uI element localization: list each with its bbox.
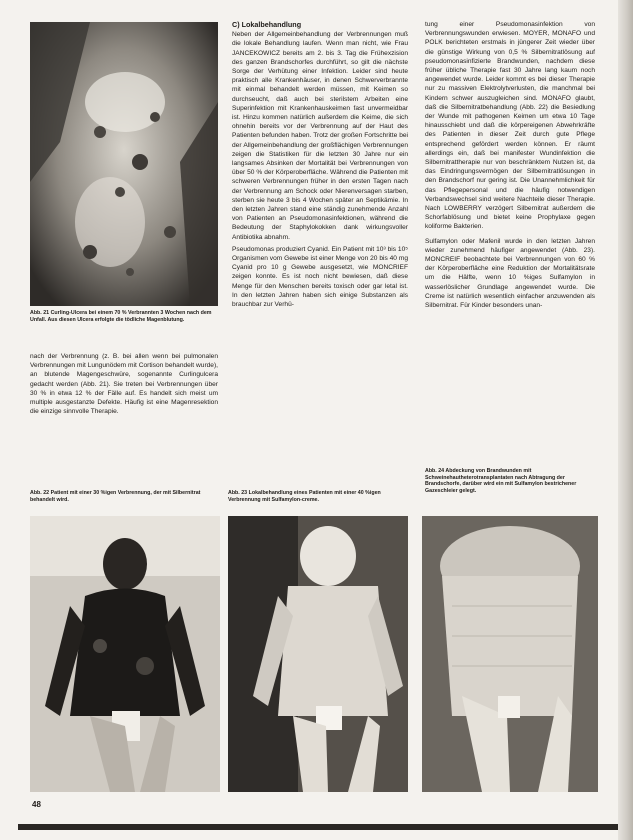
photo-pigskin-graft <box>422 516 598 792</box>
bottom-rule <box>18 824 618 830</box>
middle-column <box>232 20 408 309</box>
middle-paragraph-1: Neben der Allgemeinbehandlung der Verbrennungen muß die lokale Behandlung laufen. Wenn man nicht, wie Frau JANCEKOWICZ bereits am 2. bis 3. Tag die Frühexzision des ganzen Brandschorfes durchführt, so gilt die nächste Sorge der Verhütung einer Infektion. Leider sind heute praktisch alle Krankenhäuser, in denen Schwerverbrannte mit einmal behandelt werden müssen, mit Keimen so durchseucht, daß auch bei sterilstem Arbeiten eine Superinfektion mit Krankenhauskeimen fast unvermeidbar ist. Hinzu kommen natürlich außerdem die Keime, die sich ohnehin bereits vor der Verbrennung auf der Haut des Patienten befunden haben. Trotz der großen Fortschritte bei der Allgemeinbehandlung der großflächigen Verbrennungen zeigen die Statistiken für die letzten 30 Jahre nur ein langsames Absinken der Mortalität bei Verbrennungen von über 50 % der Körperoberfläche. Während die Patienten mit schweren Verbrennungen früher in den ersten Tagen nach der Verbrennung am Schock oder Nierenversagen starben, sterben sie heute 3 bis 4 Wochen später an Septikämie. In den letzten Jahren stand eine ständig zunehmende Anzahl von Patienten an Pseudomonasinfektionen, während die Bedeutung der Staphylokokken dank wirkungsvoller Antibiotika abnahm. <box>232 31 408 241</box>
photo-curling-ulcera <box>30 22 218 306</box>
left-column-paragraph: nach der Verbrennung (z. B. bei allen wenn bei pulmonalen Verbrennungen mit Lungunödem mit Cortison behandelt wurde), an blutende Magengeschwüre, sogenannte Curlingulcera gedacht werden (Abb. 21). Sie treten bei Verbrennungen über 30 % in etwa 12 % der Fälle auf. Es handelt sich meist um multiple ausgestanzte Defekte. Häufig ist eine Magenresektion die einzige sinnvolle Therapie. <box>30 353 218 416</box>
right-column <box>425 20 595 310</box>
caption-abb21: Abb. 21 Curling-Ulcera bei einem 70 % Verbrannten 3 Wochen nach dem Unfall. Aus diesen Ulcera erfolgte die tödliche Magenblutung. <box>30 310 212 323</box>
right-paragraph-2: Sulfamylon oder Mafenil wurde in den letzten Jahren wieder zunehmend häufiger angewendet (Abb. 23). MONCREIF beobachtete bei Verbrennungen von 60 % der Körperoberfläche eine Reduktion der Mortalitätsrate um die Hälfte, wenn 10 %iges Sulfamylon in wasserlöslicher Grundlage angewendet wurde. Die Creme ist natürlich wesentlich einfacher anzuwenden als Silbernitrat. Für Kinder besonders unan- <box>425 237 595 310</box>
caption-abb23: Abb. 23 Lokalbehandlung eines Patienten mit einer 40 %igen Verbrennung mit Sulfamylon-creme. <box>228 490 381 503</box>
caption-abb24: Abb. 24 Abdeckung von Brandwunden mit Schweinehautheterotransplantaten nach Abtragung der Brandschorfe, darüber wird ein mit Sulfamylon bestrichener Gazeschleier gelegt. <box>425 468 577 494</box>
photo-silver-nitrate-patient <box>30 516 220 792</box>
section-heading: C) Lokalbehandlung <box>232 20 302 29</box>
right-paragraph-1: tung einer Pseudomonasinfektion von Verbrennungswunden erwiesen. MOYER, MONAFO und POLK berichteten erstmals in jüngerer Zeit wieder über die günstige Wirkung von 0,5 % Silbernitratlösung auf pseudomonasinfizierte Brandwunden, nachdem diese früher übliche Therapie fast 30 Jahre lang kaum noch angewendet wurde. Leider kommt es bei dieser Therapie nur zu massiven Elektrolytverlusten, die manchmal bei Kindern schwer auszugleichen sind. MONAFO glaubt, daß die Silbernitratbehandlung (Abb. 22) die Besiedlung der Wunde mit pathogenen Keimen um etwa 10 Tage hinausschiebt und daß die körpereigenen Abwehrkräfte des Patienten in dieser Zeit durch gute Pflege entsprechend gefördert werden können. Er räumt allerdings ein, daß bei manifester Wundinfektion die Silbernitrattherapie nur von beschränktem Nutzen ist, da das Eindringungsvermögen der Silbernitratlösungen in den Brandschorf nur gering ist. Die Unannehmlichkeit für das Pflegepersonal und die häufig notwendigen Verbandswechsel sind weitere Nachteile dieser Therapie. Nach LOWBERRY verzögert Silbernitrat außerdem die Schorfablösung und bietet keine Prophylaxe gegen koliforme Bakterien. <box>425 21 595 231</box>
caption-abb22: Abb. 22 Patient mit einer 30 %igen Verbrennung, der mit Silbernitrat behandelt wird. <box>30 490 201 503</box>
left-column <box>30 352 218 416</box>
page-edge <box>618 0 633 840</box>
middle-paragraph-2: Pseudomonas produziert Cyanid. Ein Patient mit 10³ bis 10⁵ Organismen vom Gewebe ist einer Menge von 20 bis 40 mg Cyanid pro 10 g Gewebe ausgesetzt, wie MONCRIEF zeigen konnte. Es ist noch nicht bewiesen, daß diese Menge für den Menschen bereits toxisch oder gar letal ist. In den letzten Jahren haben sich einige Substanzen als brauchbar zur Verhü- <box>232 245 408 309</box>
photo-sulfamylon-treatment <box>228 516 408 792</box>
page-number: 48 <box>32 800 41 809</box>
